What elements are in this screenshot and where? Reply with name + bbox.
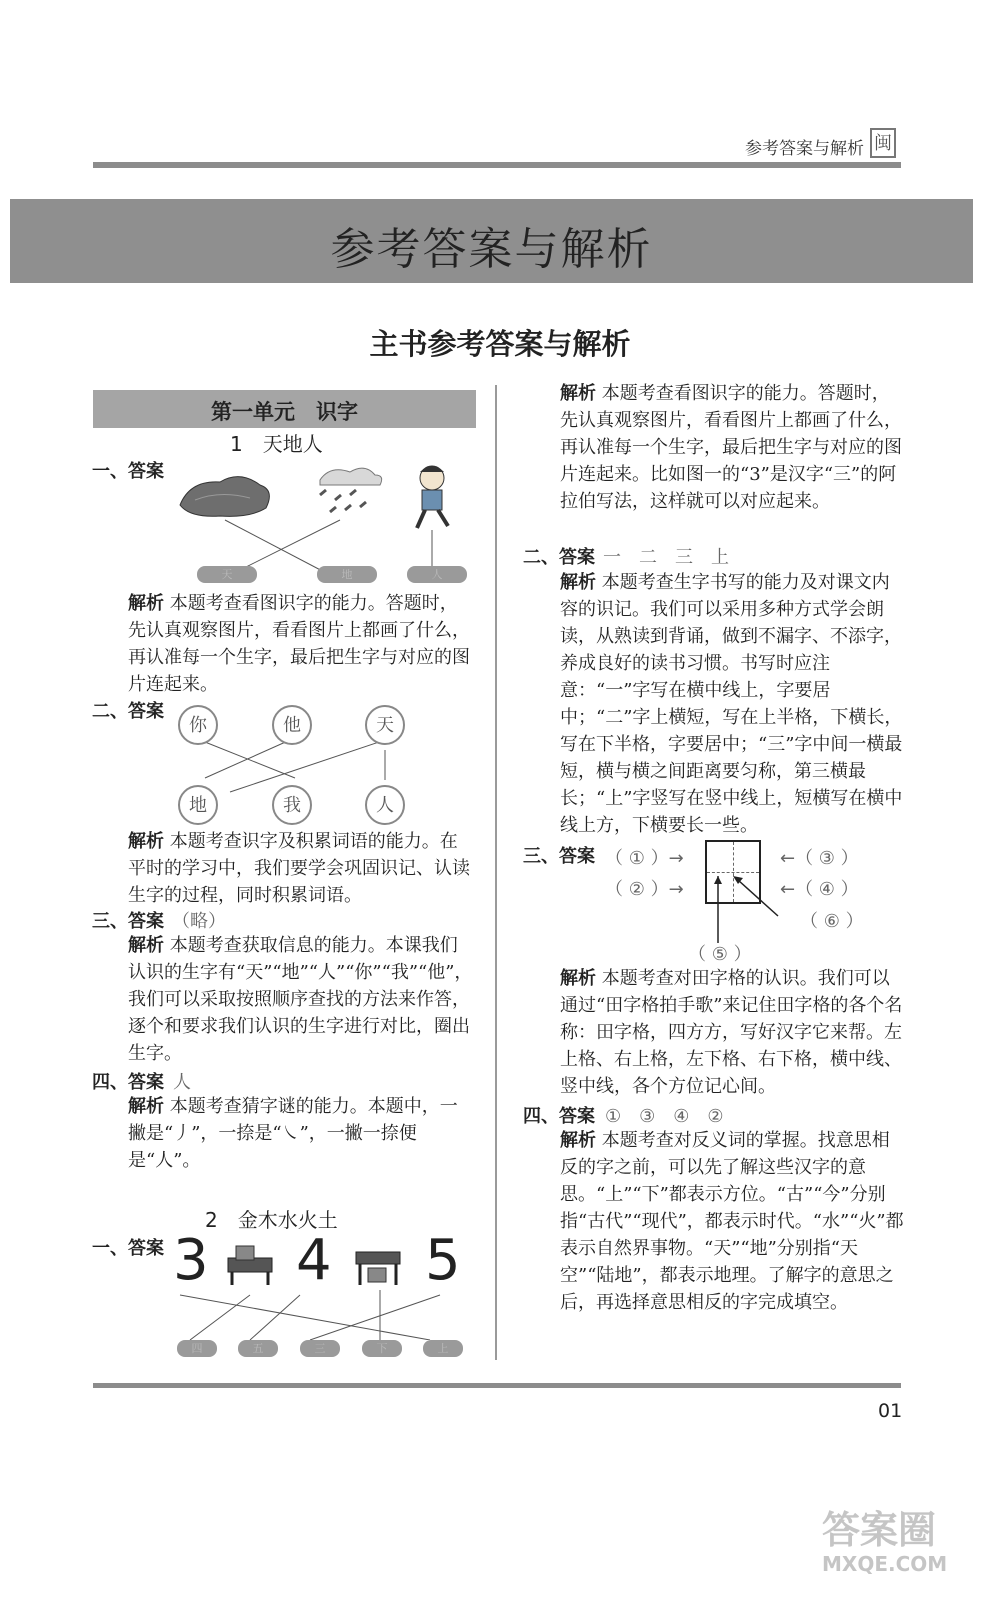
tian-grid-arrows — [700, 868, 810, 948]
l2-q2-analysis: 解析 本题考查生字书写的能力及对课文内容的识记。我们可以采用多种方式学会朗读，从熟读到背诵，做到不漏字、不添字，养成良好的读书习惯。书写时应注意：“一”字写在横中线上，字要居中；“二”字上横短，写在上半格，下横长，写在下半格，字要居中；“三”字中间一横最短，横与横之间距离要匀称，第三横最长；“上”字竖写在竖中线上，短横写在横中线上方，下横要长一些。 — [560, 572, 903, 836]
l2-q2-label: 二、答案 — [523, 547, 595, 568]
l1-q2-char-bottom: 人 — [365, 785, 405, 825]
l2-q1-chip: 下 — [362, 1340, 402, 1357]
digit-3: 3 — [173, 1228, 209, 1293]
l1-q1-chip: 人 — [407, 566, 467, 583]
l1-q2-char-bottom: 我 — [272, 785, 312, 825]
header-rule — [93, 162, 901, 168]
position-label: ←（ ④ ） — [780, 879, 859, 900]
l2-q1-chip: 四 — [177, 1340, 217, 1357]
l1-q1-chip: 地 — [317, 566, 377, 583]
page-number: 01 — [878, 1400, 903, 1422]
l1-q4-analysis: 解析 本题考查猜字谜的能力。本题中，一撇是“丿”，一捺是“㇏”，一撇一捺便是“人”。 — [128, 1096, 458, 1171]
l2-q1-chip: 上 — [423, 1340, 463, 1357]
digit-4: 4 — [296, 1228, 332, 1293]
table-top-object-icon — [228, 1246, 272, 1285]
lesson-1-title: 1 天地人 — [230, 432, 323, 456]
position-label: （ ② ）→ — [605, 879, 684, 900]
l2-q1-analysis: 解析 本题考查看图识字的能力。答题时，先认真观察图片，看看图片上都画了什么，再认准每一个生字，最后把生字与对应的图片连起来。比如图一的“3”是汉字“三”的阿拉伯写法，这样就可以对应起来。 — [560, 383, 902, 512]
position-label: （ ⑥ ） — [800, 911, 864, 932]
unit-heading: 第一单元 识字 — [93, 390, 476, 428]
title-banner — [10, 199, 973, 283]
l1-q3-label: 三、答案 — [92, 911, 164, 932]
l1-q1-analysis: 解析 本题考查看图识字的能力。答题时，先认真观察图片，看看图片上都画了什么，再认准每一个生字，最后把生字与对应的图片连起来。 — [128, 593, 470, 695]
l2-q2-answer: 一 二 三 上 — [603, 547, 729, 568]
rain-cloud-icon — [320, 468, 382, 512]
l2-q1-chip: 五 — [238, 1340, 278, 1357]
l2-q3-label: 三、答案 — [523, 846, 595, 867]
l2-q4-label: 四、答案 — [523, 1106, 595, 1127]
l1-q3-answer: （略） — [172, 911, 226, 932]
rock-image-icon — [180, 477, 269, 517]
page-subtitle: 主书参考答案与解析 — [369, 327, 631, 361]
position-label: （ ① ）→ — [605, 848, 684, 869]
column-divider — [495, 385, 497, 1360]
l1-q4-label: 四、答案 — [92, 1072, 164, 1093]
seal-icon: 闽 — [870, 128, 896, 158]
table-under-object-icon — [356, 1252, 400, 1285]
lesson-2-title: 2 金木水火土 — [205, 1208, 338, 1232]
l1-q4-answer: 人 — [173, 1072, 191, 1093]
l2-q4-answer: ① ③ ④ ② — [605, 1106, 724, 1127]
l1-q1-chip: 天 — [197, 566, 257, 583]
footer-rule — [93, 1383, 901, 1388]
l2-q1-chip: 三 — [300, 1340, 340, 1357]
l1-q2-char-top: 天 — [365, 705, 405, 745]
l1-q2-char-top: 你 — [178, 705, 218, 745]
running-title: 参考答案与解析 — [745, 139, 864, 159]
l2-q3-analysis: 解析 本题考查对田字格的认识。我们可以通过“田字格拍手歌”来记住田字格的各个名称：田字格，四方方，写好汉字它来帮。左上格、右上格，左下格、右下格，横中线、竖中线，各个方位记心间。 — [560, 968, 903, 1097]
banner-title: 参考答案与解析 — [330, 224, 653, 275]
l1-q2-analysis: 解析 本题考查识字及积累词语的能力。在平时的学习中，我们要学会巩固识记、认读生字的过程，同时积累词语。 — [128, 831, 470, 906]
l1-q1-label: 一、答案 — [92, 461, 164, 482]
running-child-icon — [417, 466, 448, 528]
digit-5: 5 — [425, 1228, 461, 1293]
l2-q4-analysis: 解析 本题考查对反义词的掌握。找意思相反的字之前，可以先了解这些汉字的意思。“上”“下”都表示方位。“古”“今”分别指“古代”“现代”，都表示时代。“水”“火”都表示自然界事物。“天”“地”分别指“天空”“陆地”，都表示地理。了解字的意思之后，再选择意思相反的字完成填空。 — [560, 1130, 904, 1313]
position-label: ←（ ③ ） — [780, 848, 859, 869]
l1-q2-char-top: 他 — [272, 705, 312, 745]
position-label: （ ⑤ ） — [688, 944, 752, 965]
l2-q1-label: 一、答案 — [92, 1238, 164, 1259]
l2-q1-figure — [170, 1240, 470, 1340]
l1-q2-char-bottom: 地 — [178, 785, 218, 825]
l1-q3-analysis: 解析 本题考查获取信息的能力。本课我们认识的生字有“天”“地”“人”“你”“我”“他”，我们可以采取按照顺序查找的方法来作答，逐个和要求我们认识的生字进行对比，圈出生字。 — [128, 935, 473, 1064]
watermark-logo: 答案圈 MXQE.COM — [822, 1508, 948, 1576]
l1-q2-label: 二、答案 — [92, 701, 164, 722]
